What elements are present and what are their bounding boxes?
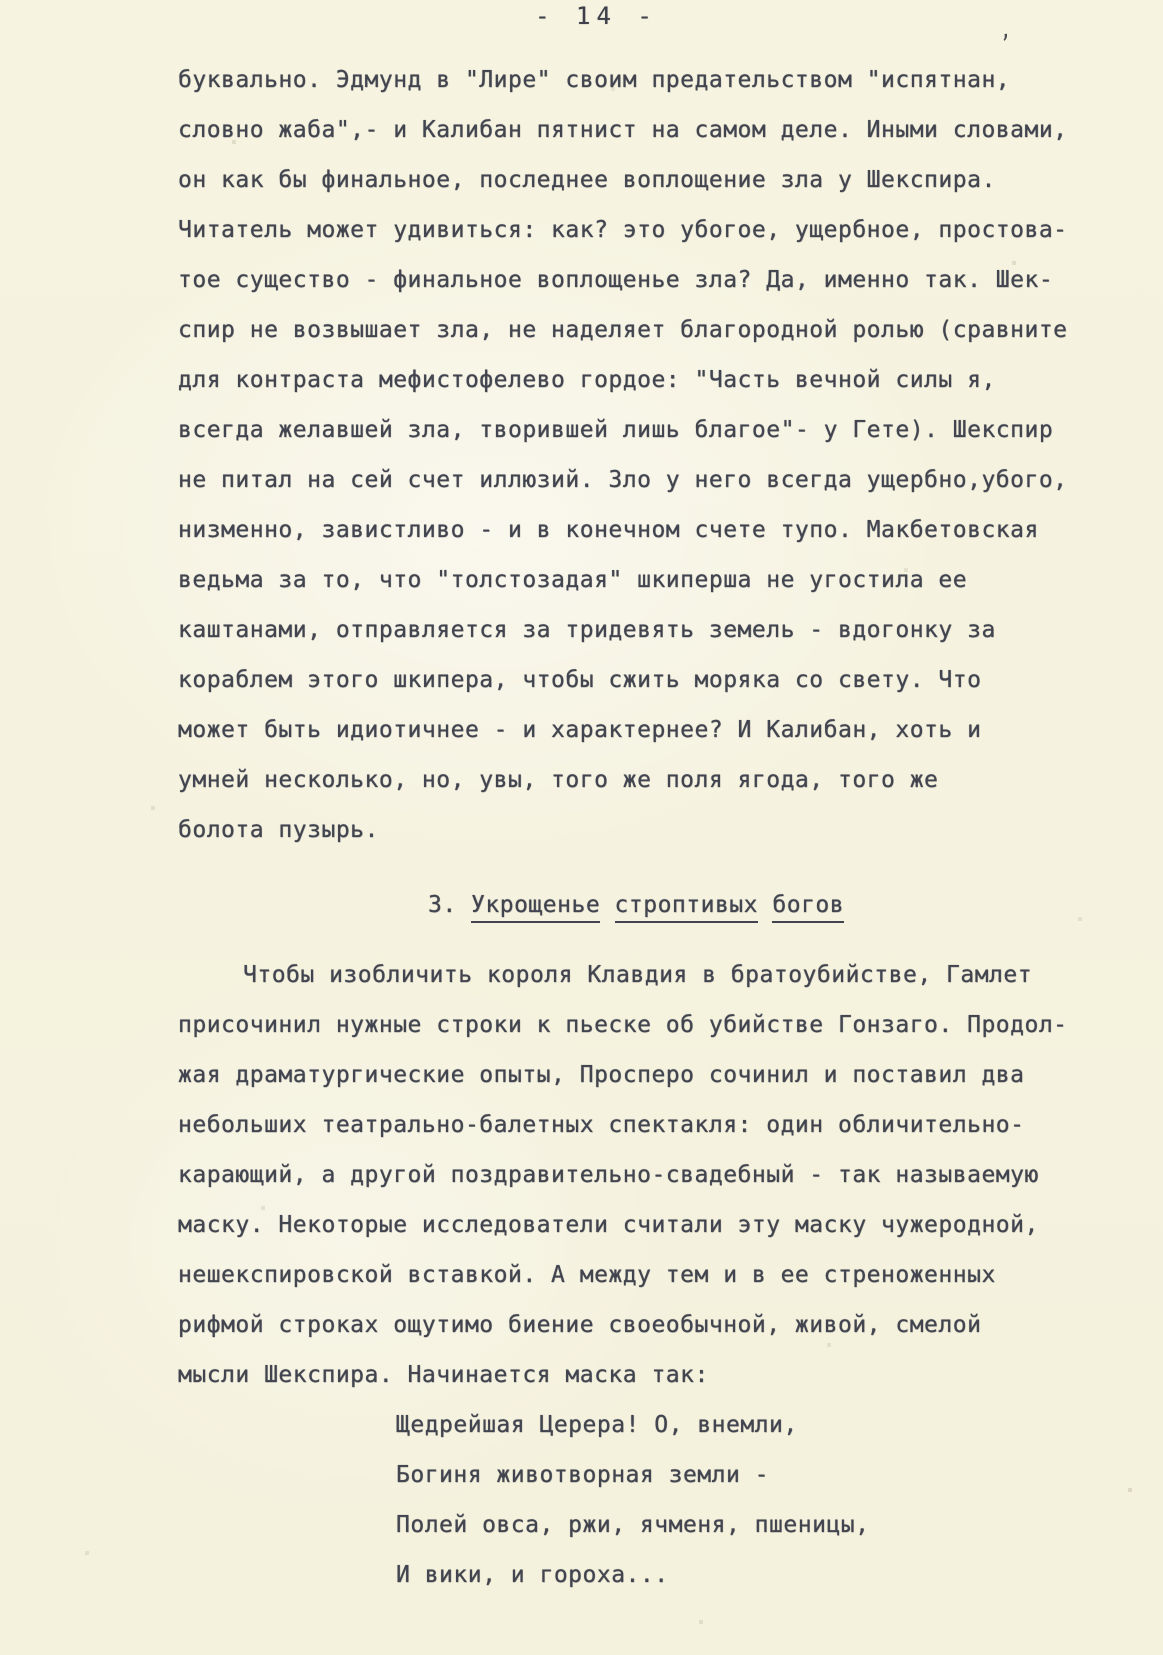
verse-line: И вики, и гороха...: [396, 1562, 669, 1588]
page-body: [178, 55, 1108, 1600]
text-line: присочинил нужные строки к пьеске об убийстве Гонзаго. Продол-: [178, 1012, 1068, 1038]
text-line: для контраста мефистофелево гордое: "Часть вечной силы я,: [178, 367, 996, 393]
text-line: умней несколько, но, увы, того же поля ягода, того же: [178, 767, 939, 793]
text-line: тое существо - финальное воплощенье зла? Да, именно так. Шек-: [178, 267, 1054, 293]
heading-space: [600, 892, 614, 918]
handwritten-tick-mark: ,: [996, 13, 1012, 45]
text-line: кораблем этого шкипера, чтобы сжить моряка со свету. Что: [178, 667, 982, 693]
text-line: маску. Некоторые исследователи считали эту маску чужеродной,: [178, 1212, 1039, 1238]
text-line: карающий, а другой поздравительно-свадебный - так называемую: [178, 1162, 1039, 1188]
verse-line: Щедрейшая Церера! О, внемли,: [396, 1412, 798, 1438]
section-heading-word: строптивых: [615, 892, 758, 923]
paragraph-masque: [178, 950, 1108, 1400]
verse-line: Богиня животворная земли -: [396, 1462, 770, 1488]
text-line: не питал на сей счет иллюзий. Зло у него всегда ущербно,убого,: [178, 467, 1068, 493]
text-line: жая драматургические опыты, Просперо сочинил и поставил два: [178, 1062, 1025, 1088]
text-line: может быть идиотичнее - и характернее? И Калибан, хоть и: [178, 717, 982, 743]
page-number: - 14 -: [535, 2, 658, 30]
text-line: низменно, завистливо - и в конечном счете тупо. Макбетовская: [178, 517, 1039, 543]
verse-quotation: [396, 1400, 1108, 1600]
text-line: нешекспировской вставкой. А между тем и в ее стреноженных: [178, 1262, 996, 1288]
text-line: он как бы финальное, последнее воплощение зла у Шекспира.: [178, 167, 996, 193]
text-line: небольших театрально-балетных спектакля: один обличительно-: [178, 1112, 1025, 1138]
section-heading-word: Укрощенье: [471, 892, 600, 923]
text-line: всегда желавшей зла, творившей лишь благое"- у Гете). Шекспир: [178, 417, 1054, 443]
section-heading-word: богов: [772, 892, 844, 923]
text-line: буквально. Эдмунд в "Лире" своим предательством "испятнан,: [178, 67, 1011, 93]
text-line: спир не возвышает зла, не наделяет благородной ролью (сравните: [178, 317, 1068, 343]
text-line: ведьма за то, что "толстозадая" шкиперша не угостила ее: [178, 567, 968, 593]
section-number: 3.: [428, 892, 472, 918]
text-line: болота пузырь.: [178, 817, 379, 843]
text-line: Чтобы изобличить короля Клавдия в братоубийстве, Гамлет: [243, 962, 1033, 988]
heading-space: [758, 892, 772, 918]
text-line: рифмой строках ощутимо биение своеобычной, живой, смелой: [178, 1312, 982, 1338]
text-line: каштанами, отправляется за тридевять земель - вдогонку за: [178, 617, 996, 643]
paragraph-caliban: [178, 55, 1108, 855]
section-heading: [428, 880, 1108, 930]
text-line: Читатель может удивиться: как? это убогое, ущербное, простова-: [178, 217, 1068, 243]
text-line: мысли Шекспира. Начинается маска так:: [178, 1362, 709, 1388]
text-line: словно жаба",- и Калибан пятнист на самом деле. Иными словами,: [178, 117, 1068, 143]
verse-line: Полей овса, ржи, ячменя, пшеницы,: [396, 1512, 870, 1538]
